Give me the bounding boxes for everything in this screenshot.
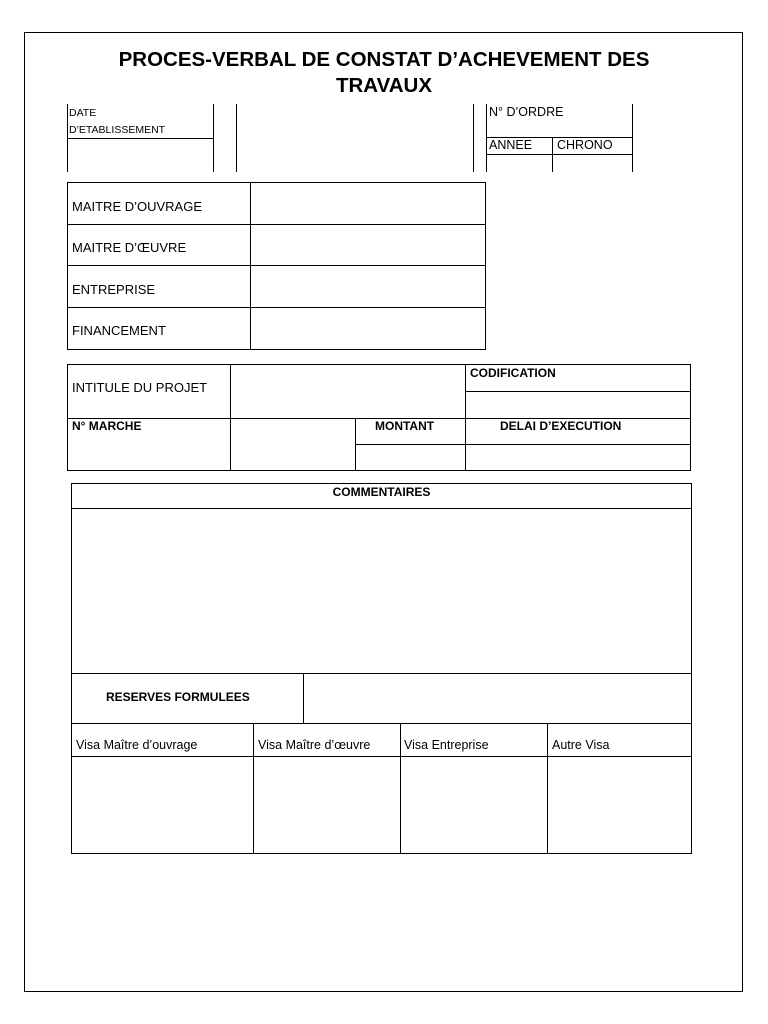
financement-label: FINANCEMENT [72, 323, 166, 338]
entreprise-field[interactable] [251, 266, 485, 307]
maitre-oeuvre-label: MAITRE D’ŒUVRE [72, 240, 187, 255]
date-right-border [213, 104, 214, 172]
order-outer-border [473, 104, 474, 172]
montant-label: MONTANT [375, 419, 435, 433]
annee-field[interactable] [487, 155, 551, 172]
visa-autre-field[interactable] [548, 757, 691, 853]
visa-maitre-oeuvre-label: Visa Maître d’œuvre [258, 738, 371, 752]
title-line-2: TRAVAUX [335, 74, 433, 97]
visa-entreprise-field[interactable] [401, 757, 547, 853]
intitule-field[interactable] [231, 365, 465, 418]
marche-field[interactable] [231, 419, 355, 471]
reserves-label: RESERVES FORMULEES [106, 690, 250, 704]
date-label-line2: D’ETABLISSEMENT [69, 124, 166, 136]
visa-maitre-ouvrage-field[interactable] [72, 757, 253, 853]
delai-label: DELAI D’EXECUTION [500, 419, 622, 433]
codification-label: CODIFICATION [470, 366, 556, 380]
delai-field[interactable] [466, 445, 691, 471]
commentaires-header: COMMENTAIRES [332, 485, 431, 499]
order-right-border [632, 104, 633, 172]
date-left-border [67, 104, 68, 172]
visa-maitre-ouvrage-label: Visa Maître d’ouvrage [76, 738, 198, 752]
visas-top-divider [71, 723, 692, 724]
annee-label: ANNEE [489, 138, 533, 152]
visa-entreprise-label: Visa Entreprise [404, 738, 489, 752]
financement-field[interactable] [251, 308, 485, 349]
maitre-ouvrage-label: MAITRE D’OUVRAGE [72, 199, 203, 214]
entreprise-label: ENTREPRISE [72, 282, 156, 297]
maitre-oeuvre-field[interactable] [251, 225, 485, 265]
visa-autre-label: Autre Visa [552, 738, 610, 752]
montant-field[interactable] [356, 445, 465, 471]
maitre-ouvrage-field[interactable] [251, 183, 485, 224]
order-label: N° D’ORDRE [489, 105, 564, 119]
codification-field[interactable] [466, 392, 691, 418]
reserves-field[interactable] [304, 674, 691, 723]
marche-label: N° MARCHE [72, 419, 142, 433]
chrono-field[interactable] [553, 155, 631, 172]
date-label-divider [67, 138, 213, 139]
date-value-field[interactable] [237, 104, 473, 172]
date-label-line1: DATE [69, 107, 97, 119]
chrono-label: CHRONO [557, 138, 613, 152]
intitule-label: INTITULE DU PROJET [72, 380, 208, 395]
title-line-1: PROCES-VERBAL DE CONSTAT D’ACHEVEMENT DES [118, 48, 650, 71]
visa-maitre-oeuvre-field[interactable] [254, 757, 400, 853]
commentaires-field[interactable] [72, 509, 691, 673]
document-title [0, 47, 768, 99]
